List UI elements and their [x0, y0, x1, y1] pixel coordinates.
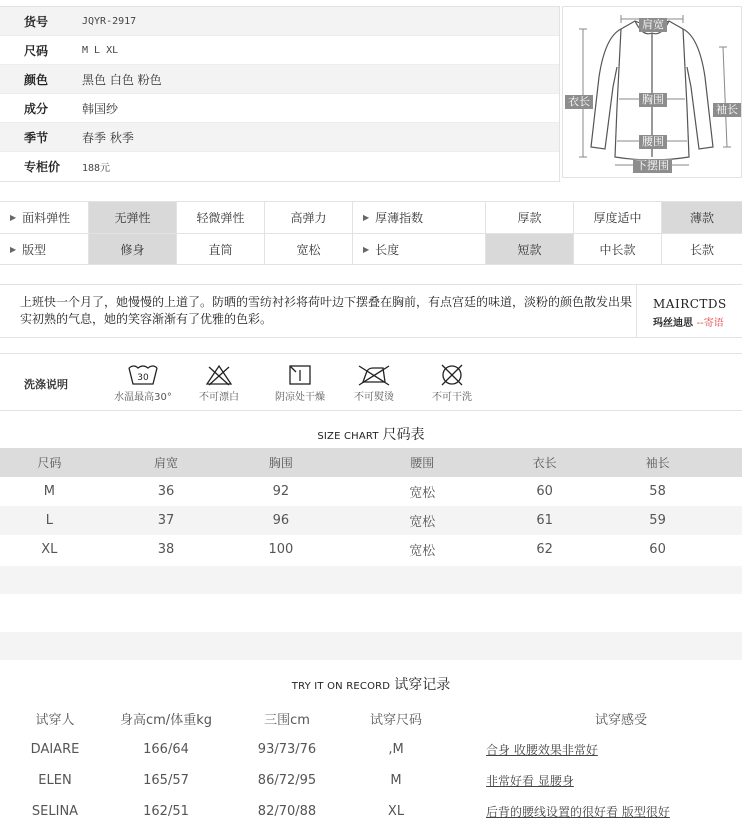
try-cell: 86/72/95 — [257, 773, 317, 788]
size-cell: 100 — [268, 542, 294, 557]
try-on-title-cn: 试穿记录 — [394, 677, 451, 693]
table-row — [0, 535, 742, 564]
wash-instructions-section — [0, 353, 742, 411]
info-label: 颜色 — [24, 72, 49, 87]
attr-option-straight: 直筒 — [177, 234, 265, 264]
info-value: JQYR-2917 — [82, 15, 137, 27]
table-row — [0, 734, 742, 765]
product-info-section — [0, 0, 742, 180]
table-row — [0, 765, 742, 796]
info-label: 货号 — [24, 14, 49, 29]
attr-option-no-stretch: 无弹性 — [89, 202, 177, 233]
size-cell: 60 — [536, 484, 553, 499]
attr-option-thick: 厚款 — [486, 202, 574, 233]
wash-temp-number: 30 — [137, 373, 149, 383]
no-dry-clean-icon — [439, 364, 465, 386]
info-row-season — [0, 123, 559, 152]
length-tag: 衣长 — [565, 95, 593, 109]
attr-option-long: 长款 — [689, 242, 714, 257]
chest-tag: 胸围 — [639, 93, 667, 107]
wash-label: 不可干洗 — [432, 392, 472, 403]
try-cell: M — [390, 773, 402, 788]
table-row — [0, 506, 742, 535]
try-on-table — [0, 703, 742, 820]
try-cell: ,M — [388, 742, 404, 757]
info-label: 尺码 — [24, 43, 49, 58]
try-feedback: 后背的腰线设置的很好看 版型很好 — [486, 805, 670, 819]
attr-name-text: 长度 — [375, 242, 400, 257]
attr-option-high-stretch: 高弹力 — [265, 202, 353, 233]
try-on-header-row — [0, 703, 742, 734]
attr-option-medium-thickness: 厚度适中 — [574, 202, 662, 233]
try-feedback: 合身 收腰效果非常好 — [486, 743, 598, 757]
size-cell: 61 — [536, 513, 553, 528]
info-value: 黑色 白色 粉色 — [82, 72, 162, 87]
try-header-cell: 身高cm/体重kg — [120, 713, 212, 728]
wash-item — [329, 364, 419, 403]
info-row-price — [0, 152, 559, 181]
size-cell: 37 — [157, 513, 175, 528]
brand-message-label: --寄语 — [696, 318, 724, 329]
attr-option-slight-stretch: 轻微弹性 — [177, 202, 265, 233]
size-cell: 92 — [272, 484, 290, 499]
info-value: 188元 — [82, 163, 111, 174]
no-bleach-icon — [205, 364, 233, 386]
attr-option-thin: 薄款 — [662, 202, 742, 233]
size-header-cell: 尺码 — [37, 456, 62, 470]
try-on-title — [0, 674, 742, 694]
attr-option-loose: 宽松 — [265, 234, 353, 264]
size-header-cell: 腰围 — [410, 456, 435, 470]
hem-tag: 下摆围 — [633, 159, 672, 173]
triangle-right-icon: ▶ — [10, 244, 17, 254]
attr-name — [0, 234, 89, 264]
triangle-right-icon: ▶ — [363, 244, 370, 254]
size-cell: 62 — [536, 542, 553, 557]
size-cell: 宽松 — [409, 515, 436, 530]
try-header-cell: 试穿人 — [35, 713, 75, 728]
wash-30-icon — [126, 364, 160, 386]
size-chart-header-row — [0, 448, 742, 477]
info-row-size — [0, 36, 559, 65]
info-row-color — [0, 65, 559, 94]
wash-title: 洗涤说明 — [24, 378, 68, 391]
wash-item — [174, 364, 264, 403]
attr-name-text: 版型 — [22, 242, 47, 257]
triangle-right-icon: ▶ — [10, 213, 17, 222]
no-iron-icon — [357, 364, 391, 386]
description-section — [0, 284, 742, 338]
size-cell: XL — [41, 542, 58, 557]
try-cell: 82/70/88 — [257, 804, 317, 819]
triangle-right-icon: ▶ — [363, 213, 370, 222]
size-cell: 36 — [157, 484, 175, 499]
size-header-cell: 肩宽 — [154, 456, 179, 470]
size-cell: 宽松 — [409, 544, 436, 559]
brand-name-cn-text: 玛丝迪思 — [653, 318, 693, 329]
info-label: 专柜价 — [24, 160, 61, 174]
wash-label: 水温最高30° — [114, 392, 172, 403]
try-on-title-en: TRY IT ON RECORD — [291, 681, 391, 692]
try-cell: 162/51 — [143, 804, 189, 819]
size-cell: 38 — [157, 542, 175, 557]
wash-label: 不可熨烫 — [354, 392, 394, 403]
try-cell: SELINA — [31, 804, 79, 819]
attr-name — [353, 234, 486, 264]
description-text: 上班快一个月了，她慢慢的上道了。防晒的雪纺衬衫将荷叶边下摆叠在胸前，有点宫廷的味道，淡粉的颜色散发出果实初熟的气息，她的笑容渐渐有了优雅的色彩。 — [20, 295, 633, 326]
try-header-cell: 试穿感受 — [594, 713, 647, 728]
try-cell: ELEN — [38, 773, 72, 788]
size-header-cell: 衣长 — [532, 456, 557, 470]
try-header-cell: 三围cm — [264, 713, 310, 728]
brand-name-cn — [653, 314, 742, 329]
info-label: 季节 — [24, 130, 49, 145]
attr-option-mid-length: 中长款 — [574, 234, 662, 264]
size-cell: L — [45, 513, 53, 528]
shirt-measurement-diagram — [562, 6, 742, 178]
attributes-table — [0, 201, 742, 265]
size-header-cell: 袖长 — [645, 456, 670, 470]
wash-label: 阴凉处干燥 — [275, 392, 325, 403]
info-value: 韩国纱 — [82, 101, 119, 116]
info-row-material — [0, 94, 559, 123]
try-header-cell: 试穿尺码 — [369, 713, 422, 728]
wash-item — [407, 364, 497, 403]
attr-option-short: 短款 — [486, 234, 574, 264]
shirt-outline-icon — [563, 7, 741, 177]
info-value: M L XL — [82, 44, 119, 56]
waist-tag: 腰围 — [639, 135, 667, 149]
try-cell: DAIARE — [30, 742, 80, 757]
try-feedback: 非常好看 显腰身 — [486, 774, 574, 788]
brand-block — [636, 285, 742, 337]
empty-band — [0, 566, 742, 594]
wash-label: 不可漂白 — [199, 392, 239, 403]
size-cell: 58 — [649, 484, 666, 499]
table-row — [0, 796, 742, 820]
attr-name — [0, 202, 89, 233]
attr-row-elasticity — [0, 202, 742, 233]
size-header-cell: 胸围 — [268, 456, 293, 470]
brand-name-en: MAIRCTDS — [653, 297, 727, 311]
attr-name-text: 厚薄指数 — [375, 211, 424, 225]
info-row-item-no — [0, 7, 559, 36]
size-cell: 59 — [649, 513, 666, 528]
size-chart-title-cn: 尺码表 — [382, 427, 425, 443]
attr-name — [353, 202, 486, 233]
info-label: 成分 — [24, 101, 49, 116]
table-row — [0, 477, 742, 506]
attr-option-slim: 修身 — [89, 234, 177, 264]
size-cell: M — [43, 484, 55, 499]
shade-dry-icon — [287, 364, 313, 386]
size-chart-table — [0, 448, 742, 564]
size-chart-title-en: SIZE CHART — [317, 431, 379, 442]
size-cell: 60 — [649, 542, 666, 557]
empty-band — [0, 632, 742, 660]
try-cell: XL — [387, 804, 405, 819]
size-chart-title — [0, 424, 742, 444]
info-value: 春季 秋季 — [82, 130, 134, 145]
size-cell: 宽松 — [409, 486, 436, 501]
try-cell: 166/64 — [143, 742, 189, 757]
shoulder-tag: 肩宽 — [639, 18, 667, 32]
try-cell: 93/73/76 — [257, 742, 317, 757]
product-info-table — [0, 6, 560, 182]
size-cell: 96 — [272, 513, 290, 528]
sleeve-tag: 袖长 — [713, 103, 741, 117]
try-cell: 165/57 — [143, 773, 189, 788]
attr-name-text: 面料弹性 — [22, 211, 71, 225]
attr-row-fit — [0, 233, 742, 264]
